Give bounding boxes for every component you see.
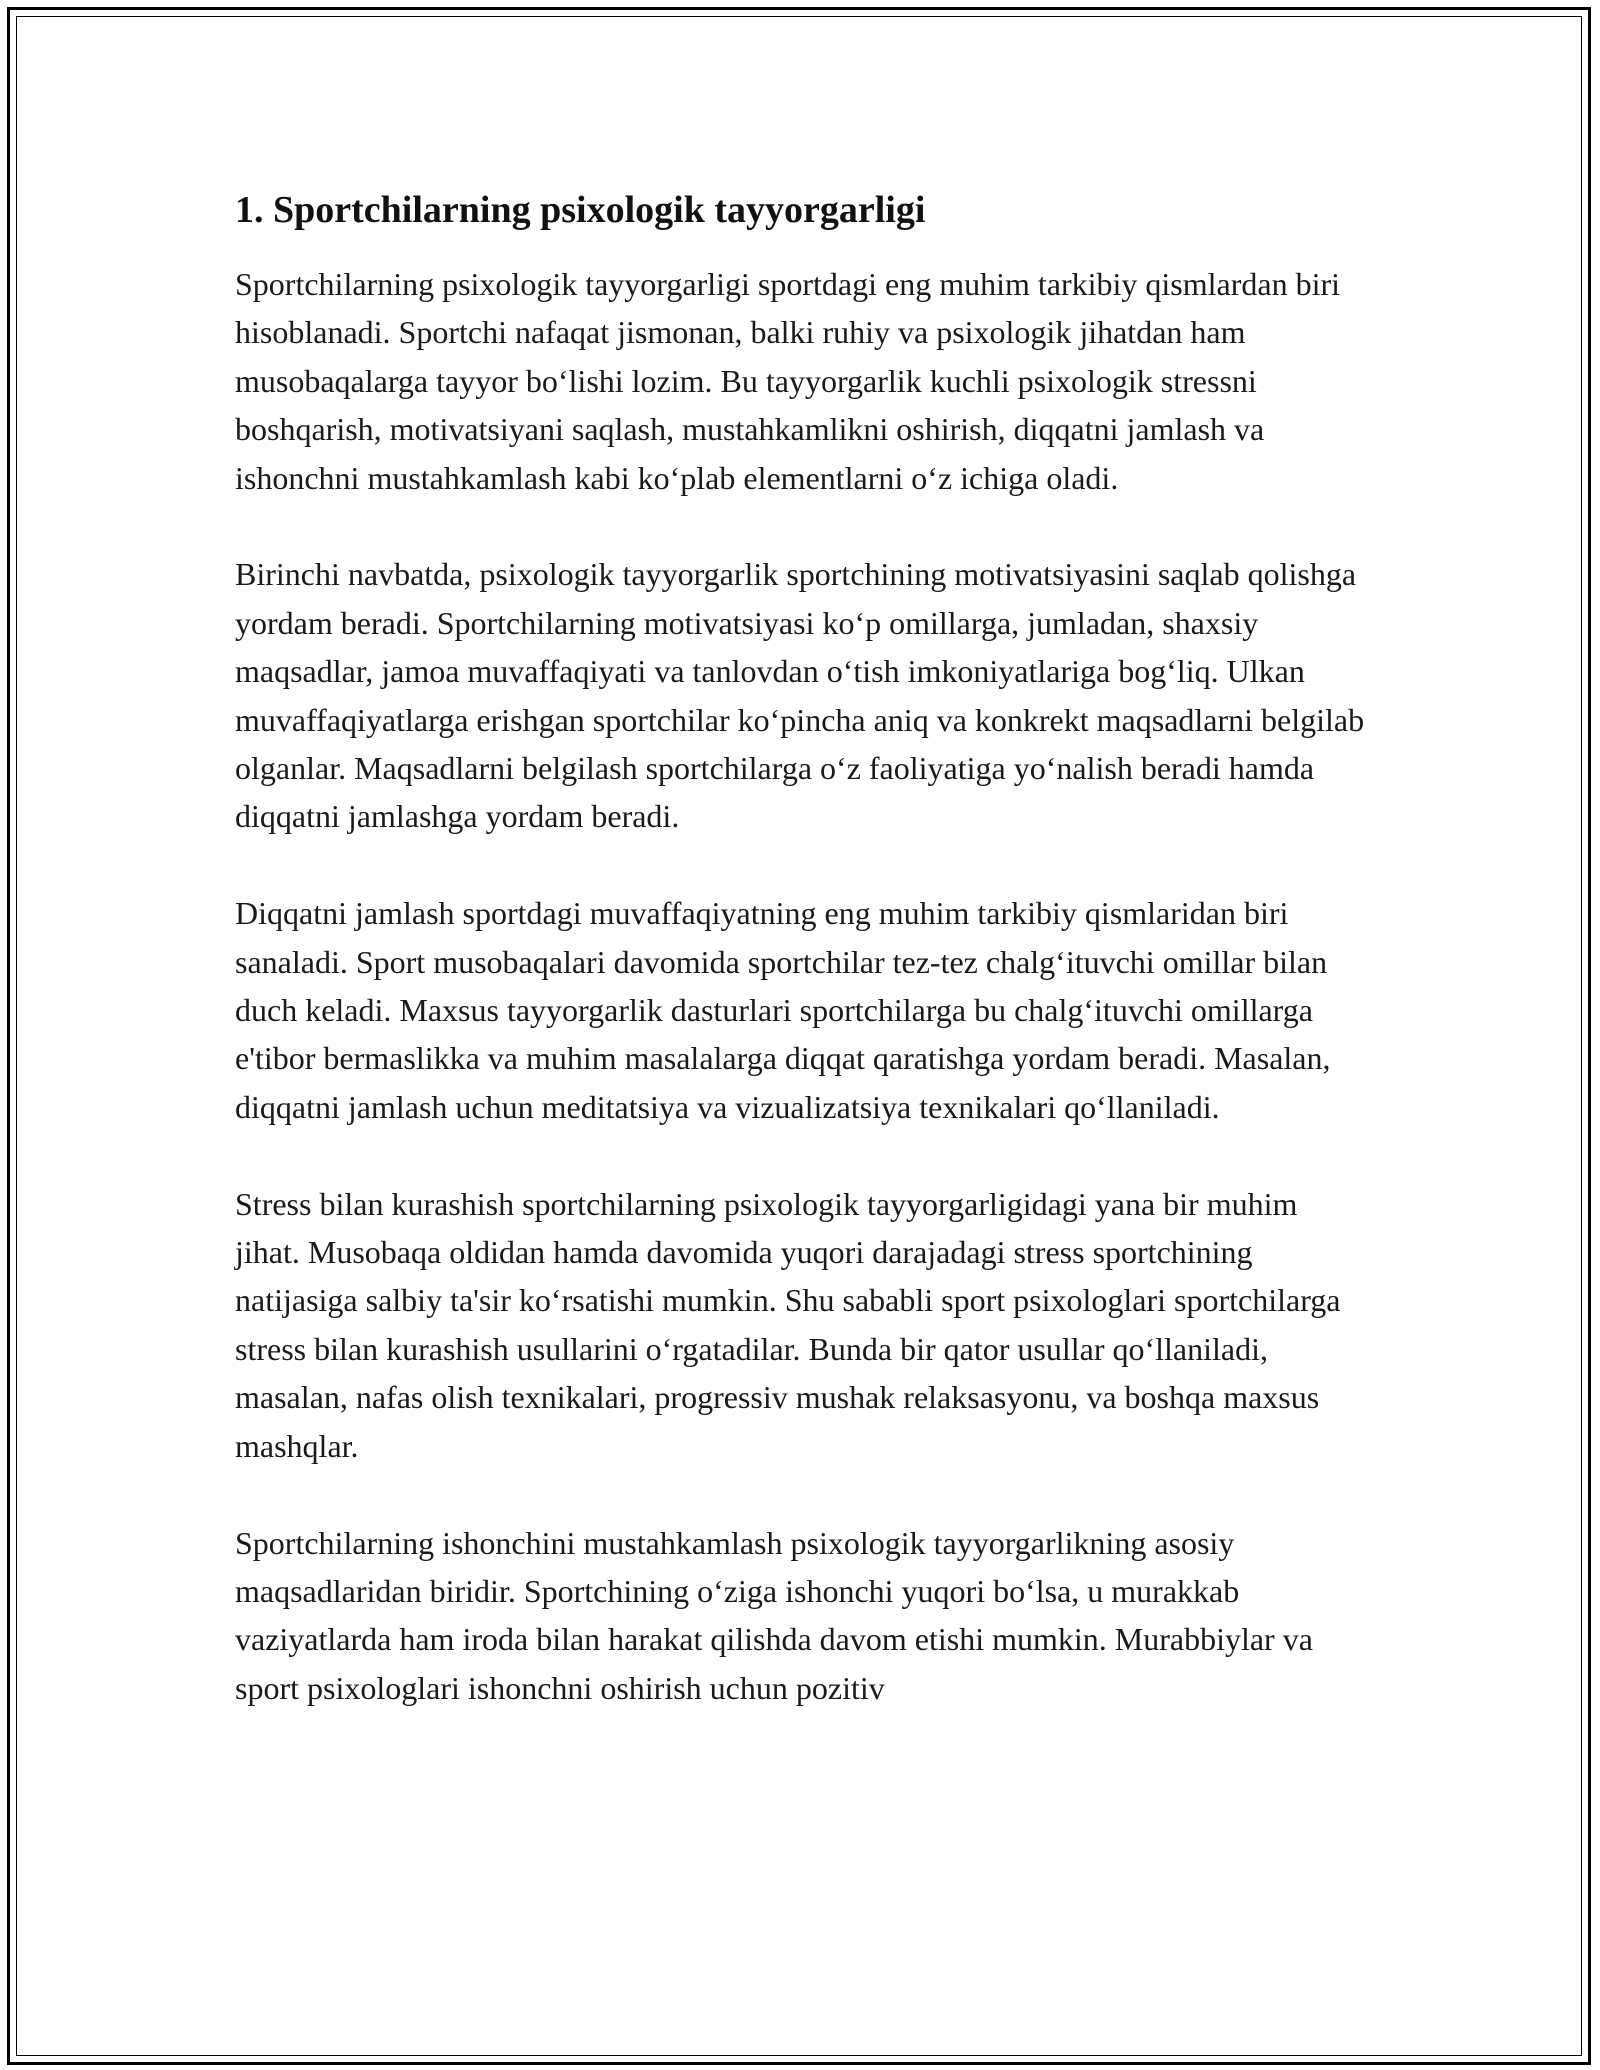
section-heading: 1. Sportchilarning psixologik tayyorgarligi — [235, 189, 926, 231]
paragraph-2: Birinchi navbatda, psixologik tayyorgarlik sportchining motivatsiyasini saqlab qolishga yordam beradi. Sportchilarning motivatsiyasi ko‘p omillarga, jumladan, shaxsiy maqsadlar, jamoa muvaffaqiyati va tanlovdan o‘tish imkoniyatlariga bog‘liq. Ulkan muvaffaqiyatlarga erishgan sportchilar ko‘pincha aniq va konkrekt maqsadlarni belgilab olganlar. Maqsadlarni belgilash sportchilarga o‘z faoliyatiga yo‘nalish beradi hamda diqqatni jamlashga yordam beradi. — [235, 556, 1365, 835]
paragraph-1: Sportchilarning psixologik tayyorgarligi sportdagi eng muhim tarkibiy qismlardan biri hisoblanadi. Sportchi nafaqat jismonan, balki ruhiy va psixologik jihatdan ham musobaqalarga tayyor bo‘lishi lozim. Bu tayyorgarlik kuchli psixologik stressni boshqarish, motivatsiyani saqlash, mustahkamlikni oshirish, diqqatni jamlash va ishonchni mustahkamlash kabi ko‘plab elementlarni o‘z ichiga oladi. — [235, 266, 1341, 496]
paragraph-5: Sportchilarning ishonchini mustahkamlash psixologik tayyorgarlikning asosiy maqsadlaridan biridir. Sportchining o‘ziga ishonchi yuqori bo‘lsa, u murakkab vaziyatlarda ham iroda bilan harakat qilishda davom etishi mumkin. Murabbiylar va sport psixologlari ishonchni oshirish uchun pozitiv — [235, 1524, 1313, 1706]
paragraph-3: Diqqatni jamlash sportdagi muvaffaqiyatning eng muhim tarkibiy qismlaridan biri sanaladi. Sport musobaqalari davomida sportchilar tez-tez chalg‘ituvchi omillar bilan duch keladi. Maxsus tayyorgarlik dasturlari sportchilarga bu chalg‘ituvchi omillarga e'tibor bermaslikka va muhim masalalarga diqqat qaratishga yordam beradi. Masalan, diqqatni jamlash uchun meditatsiya va vizualizatsiya texnikalari qo‘llaniladi. — [235, 895, 1331, 1125]
paragraph-4: Stress bilan kurashish sportchilarning psixologik tayyorgarligidagi yana bir muhim jihat. Musobaqa oldidan hamda davomida yuqori darajadagi stress sportchining natijasiga salbiy ta'sir ko‘rsatishi mumkin. Shu sababli sport psixologlari sportchilarga stress bilan kurashish usullarini o‘rgatadilar. Bunda bir qator usullar qo‘llaniladi, masalan, nafas olish texnikalari, progressiv mushak relaksasyonu, va boshqa maxsus mashqlar. — [235, 1185, 1341, 1464]
document-body — [235, 186, 1370, 1712]
